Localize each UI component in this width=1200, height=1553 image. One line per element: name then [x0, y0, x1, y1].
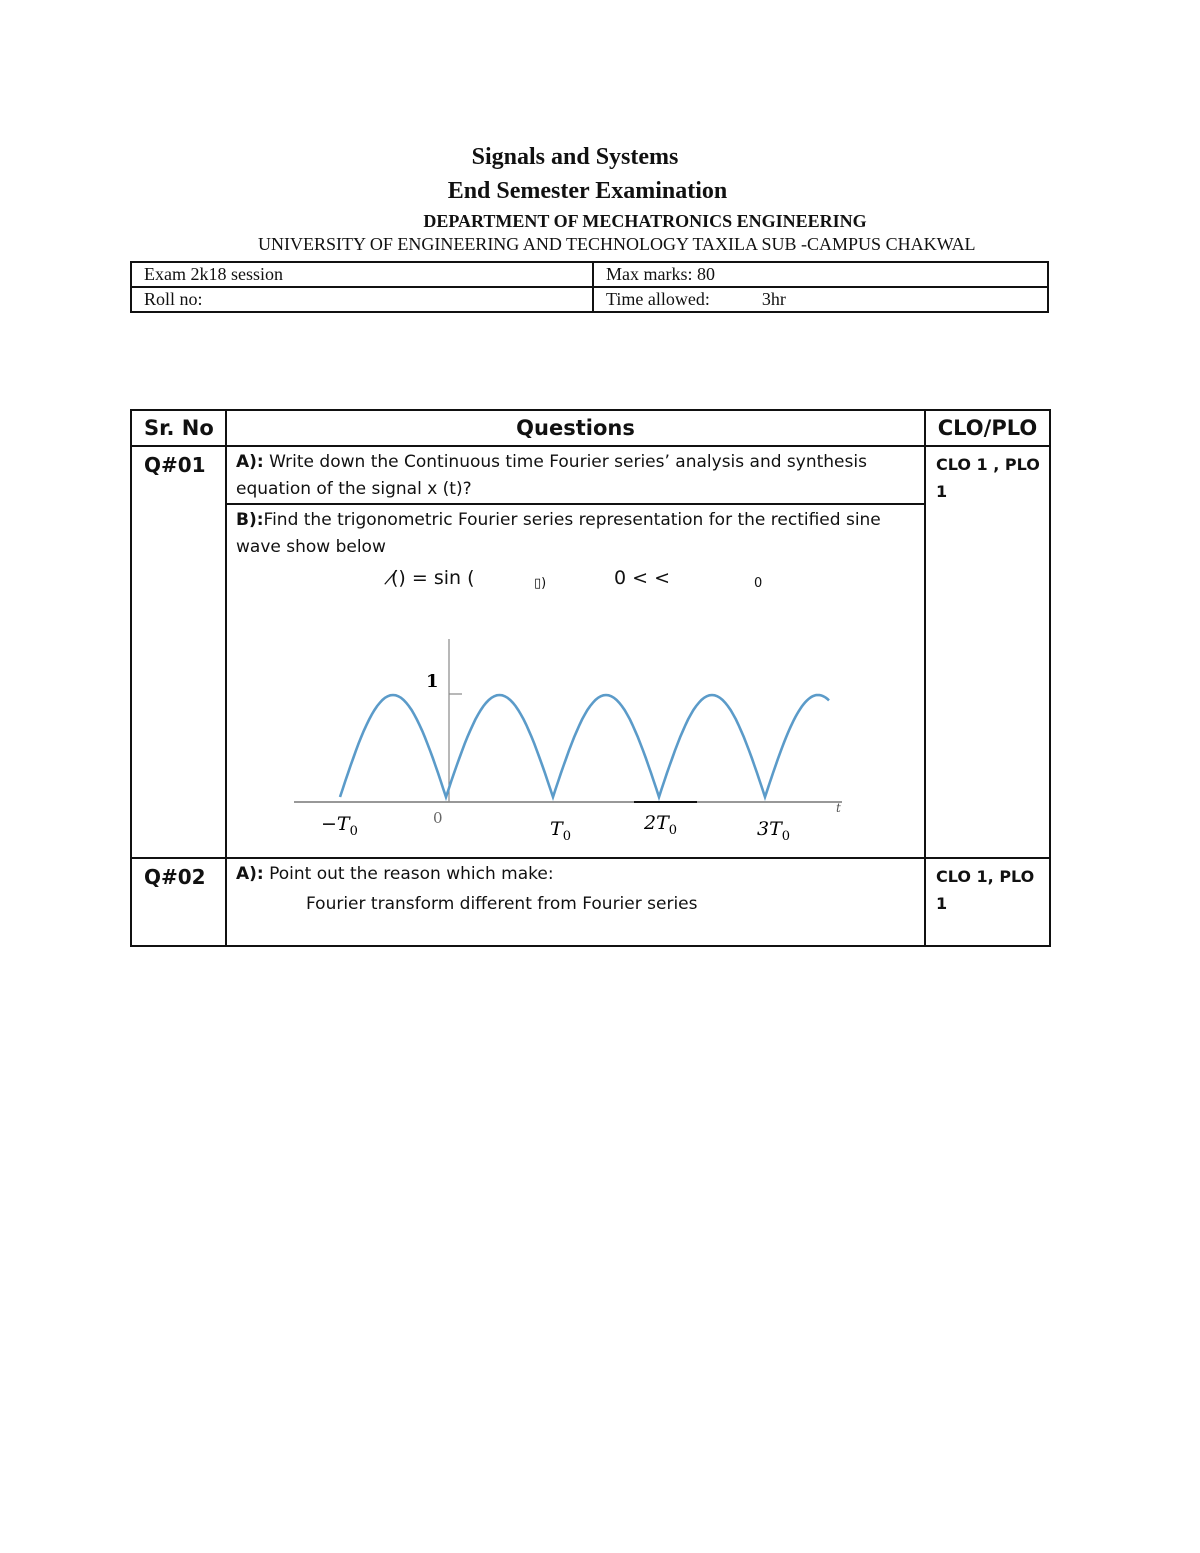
question-row-1b — [131, 504, 1050, 858]
formula-inequality: 0 < < — [614, 567, 671, 589]
questions-header: Questions — [226, 410, 925, 446]
question-number: Q#02 — [131, 858, 226, 946]
roll-no-cell: Roll no: — [131, 287, 593, 312]
question-1b — [226, 504, 925, 858]
question-row-1a — [131, 446, 1050, 504]
part-label: A): — [236, 452, 264, 472]
x-tick-subscript: 0 — [668, 823, 678, 838]
max-marks-cell: Max marks: 80 — [593, 262, 1048, 287]
question-2a — [226, 858, 925, 946]
question-2a-detail: Fourier transform different from Fourier series — [306, 894, 698, 914]
x-tick-subscript: 0 — [781, 829, 791, 844]
x-tick-3t0 — [757, 818, 790, 844]
rectified-sine-formula — [236, 561, 916, 597]
x-tick-zero: 0 — [433, 809, 443, 827]
formula-sub-period: ▯) — [534, 576, 547, 591]
sr-no-header: Sr. No — [131, 410, 226, 446]
exam-info-row — [131, 287, 1048, 312]
time-allowed-value: 3hr — [761, 289, 786, 309]
university-name: UNIVERSITY OF ENGINEERING AND TECHNOLOGY TAXILA SUB -CAMPUS CHAKWAL — [258, 234, 976, 254]
exam-type-title: End Semester Examination — [447, 178, 728, 204]
part-label: A): — [236, 864, 264, 884]
exam-info-table — [130, 261, 1049, 313]
exam-info-row — [131, 262, 1048, 287]
question-1a — [226, 446, 925, 504]
time-allowed-cell — [593, 287, 1048, 312]
question-2a-text: Point out the reason which make: — [263, 864, 554, 884]
exam-session-cell: Exam 2k18 session — [131, 262, 593, 287]
clo-plo-header: CLO/PLO — [925, 410, 1050, 446]
x-tick-2t0 — [643, 812, 677, 838]
x-tick-neg-t0 — [321, 813, 358, 839]
x-tick-subscript: 0 — [349, 824, 358, 839]
question-row-2a — [131, 858, 1050, 946]
x-axis-label: t — [836, 801, 841, 815]
question-number: Q#01 — [131, 446, 226, 858]
question-1a-text: Write down the Continuous time Fourier series’ analysis and synthesis equation of the signal x (t)? — [236, 452, 867, 499]
clo-plo-value: CLO 1, PLO 1 — [925, 858, 1050, 946]
part-label: B): — [236, 510, 264, 530]
questions-table — [130, 409, 1051, 947]
time-allowed-label: Time allowed: — [606, 289, 710, 309]
rectified-sine-plot — [276, 597, 896, 857]
x-tick-text: 2T — [644, 812, 669, 834]
question-1b-text: Find the trigonometric Fourier series representation for the rectified sine wave show below — [236, 510, 881, 557]
formula-sub-zero: 0 — [754, 576, 763, 591]
formula-lhs: (̸) = sin ( — [391, 567, 475, 589]
x-tick-text: −T — [321, 813, 350, 835]
questions-header-row — [131, 410, 1050, 446]
rectified-sine-curve — [340, 695, 829, 797]
x-tick-text: 3T — [757, 818, 782, 840]
exam-subject-title: Signals and Systems — [471, 144, 679, 170]
x-tick-subscript: 0 — [562, 829, 571, 844]
department-name: DEPARTMENT OF MECHATRONICS ENGINEERING — [423, 211, 867, 231]
x-tick-t0 — [550, 818, 571, 844]
x-tick-text: T — [550, 818, 563, 840]
clo-plo-value: CLO 1 , PLO 1 — [925, 446, 1050, 858]
y-tick-label: 1 — [426, 671, 439, 692]
